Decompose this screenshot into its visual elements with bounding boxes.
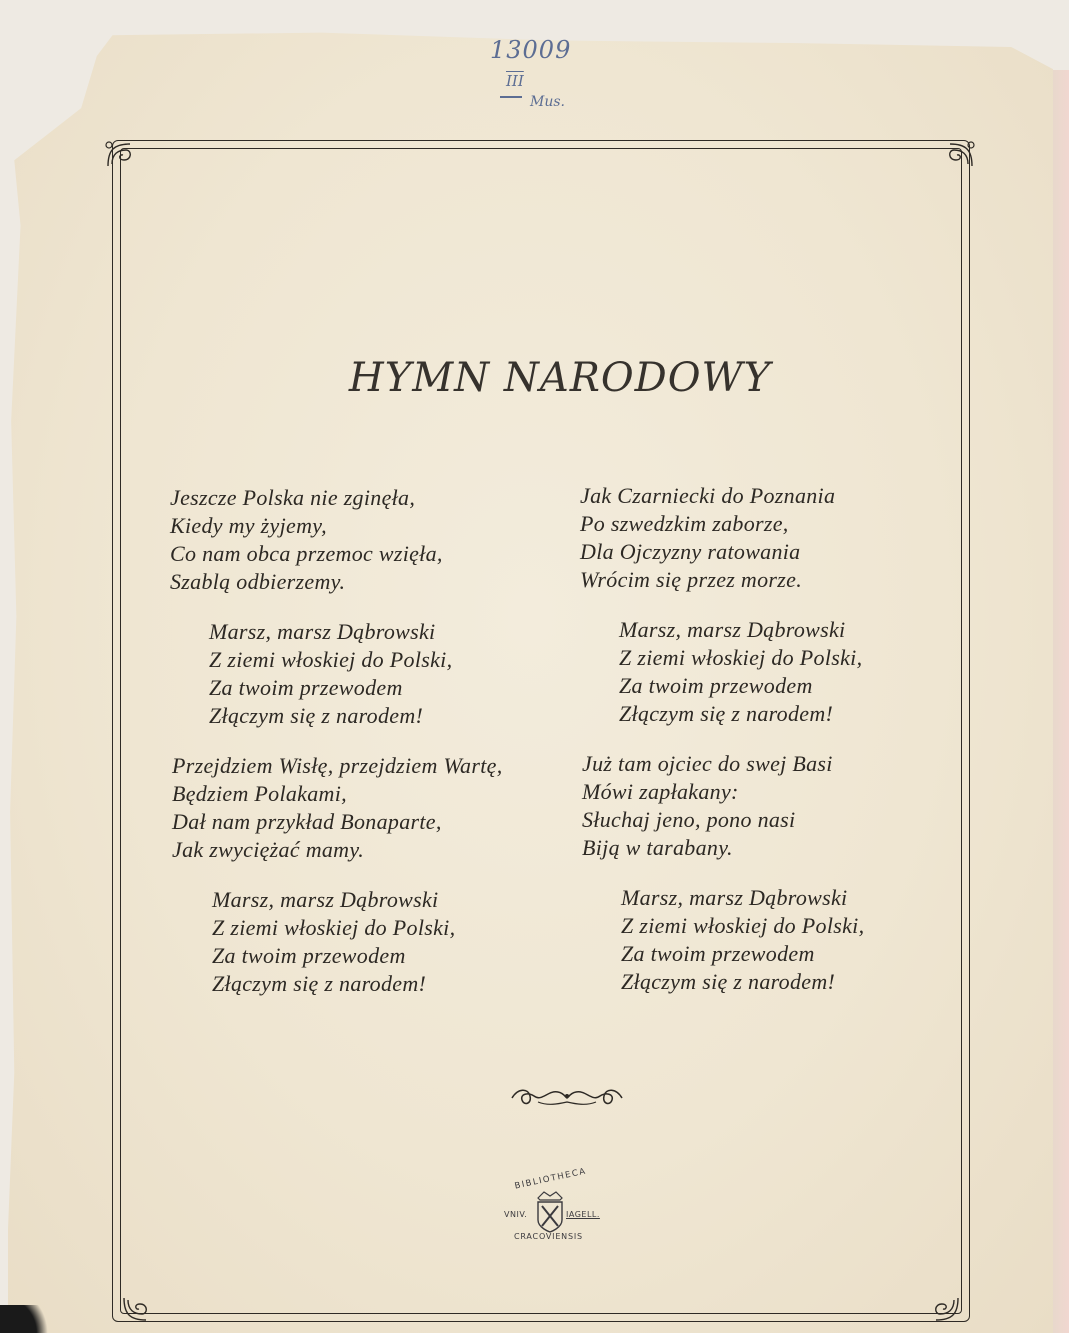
stamp-text-right: IAGELL.	[566, 1210, 600, 1219]
verse-line: Jak Czarniecki do Poznania	[580, 483, 836, 508]
catalogue-number: 13009	[490, 36, 572, 64]
page-title: HYMN NARODOWY	[348, 355, 772, 401]
verse-line: Marsz, marsz Dąbrowski	[209, 619, 436, 644]
verse-line: Dla Ojczyzny ratowania	[580, 539, 801, 564]
verse-line: Z ziemi włoskiej do Polski,	[212, 915, 456, 940]
verse-line: Szablą odbierzemy.	[170, 569, 346, 594]
verse-line: Z ziemi włoskiej do Polski,	[621, 913, 865, 938]
verse-line: Marsz, marsz Dąbrowski	[212, 887, 439, 912]
verse-line: Złączym się z narodem!	[621, 969, 836, 994]
verse-line: Z ziemi włoskiej do Polski,	[209, 647, 453, 672]
frame-inner-border	[120, 148, 962, 1314]
verse-line: Za twoim przewodem	[209, 675, 403, 700]
verse-line: Złączym się z narodem!	[212, 971, 427, 996]
stanza-refrain-2	[212, 886, 455, 998]
verse-line: Co nam obca przemoc wzięła,	[170, 541, 443, 566]
scroll-corner-icon	[928, 1290, 962, 1324]
verse-line: Dał nam przykład Bonaparte,	[172, 809, 442, 834]
verse-line: Wrócim się przez morze.	[580, 567, 803, 592]
stanza-refrain-3	[619, 616, 862, 728]
verse-line: Jeszcze Polska nie zginęła,	[170, 485, 416, 510]
verse-line: Po szwedzkim zaborze,	[580, 511, 789, 536]
scan-dark-corner	[0, 1305, 60, 1333]
stamp-text-left: VNIV.	[504, 1210, 528, 1219]
verse-line: Marsz, marsz Dąbrowski	[621, 885, 848, 910]
verse-line: Za twoim przewodem	[212, 943, 406, 968]
verse-line: Marsz, marsz Dąbrowski	[619, 617, 846, 642]
stamp-text-bottom: CRACOVIENSIS	[514, 1232, 583, 1241]
scroll-corner-icon	[942, 140, 976, 174]
stanza-verse-2	[172, 752, 503, 864]
scroll-corner-icon	[120, 1290, 154, 1324]
catalogue-mus: Mus.	[530, 94, 565, 110]
verse-line: Biją w tarabany.	[582, 835, 733, 860]
verse-line: Jak zwyciężać mamy.	[172, 837, 365, 862]
stanza-verse-4	[582, 750, 833, 862]
verse-line: Złączym się z narodem!	[619, 701, 834, 726]
verse-line: Za twoim przewodem	[619, 673, 813, 698]
verse-line: Kiedy my żyjemy,	[170, 513, 327, 538]
stanza-refrain-4	[621, 884, 864, 996]
verse-line: Złączym się z narodem!	[209, 703, 424, 728]
verse-line: Przejdziem Wisłę, przejdziem Wartę,	[172, 753, 503, 778]
scroll-corner-icon	[104, 140, 138, 174]
verse-line: Za twoim przewodem	[621, 941, 815, 966]
verse-line: Słuchaj jeno, pono nasi	[582, 807, 796, 832]
stanza-verse-3	[580, 482, 835, 594]
scroll-ornament-icon	[508, 1084, 626, 1110]
verse-line: Będziem Polakami,	[172, 781, 347, 806]
verse-line: Mówi zapłakany:	[582, 779, 739, 804]
verse-line: Z ziemi włoskiej do Polski,	[619, 645, 863, 670]
stamp-text-top: BIBLIOTHECA	[513, 1166, 588, 1192]
stanza-refrain-1	[209, 618, 452, 730]
library-stamp	[500, 1166, 600, 1250]
catalogue-roman: $\overline{III}$	[506, 72, 524, 90]
stanza-verse-1	[170, 484, 443, 596]
catalogue-dash	[500, 96, 522, 98]
verse-line: Już tam ojciec do swej Basi	[582, 751, 833, 776]
